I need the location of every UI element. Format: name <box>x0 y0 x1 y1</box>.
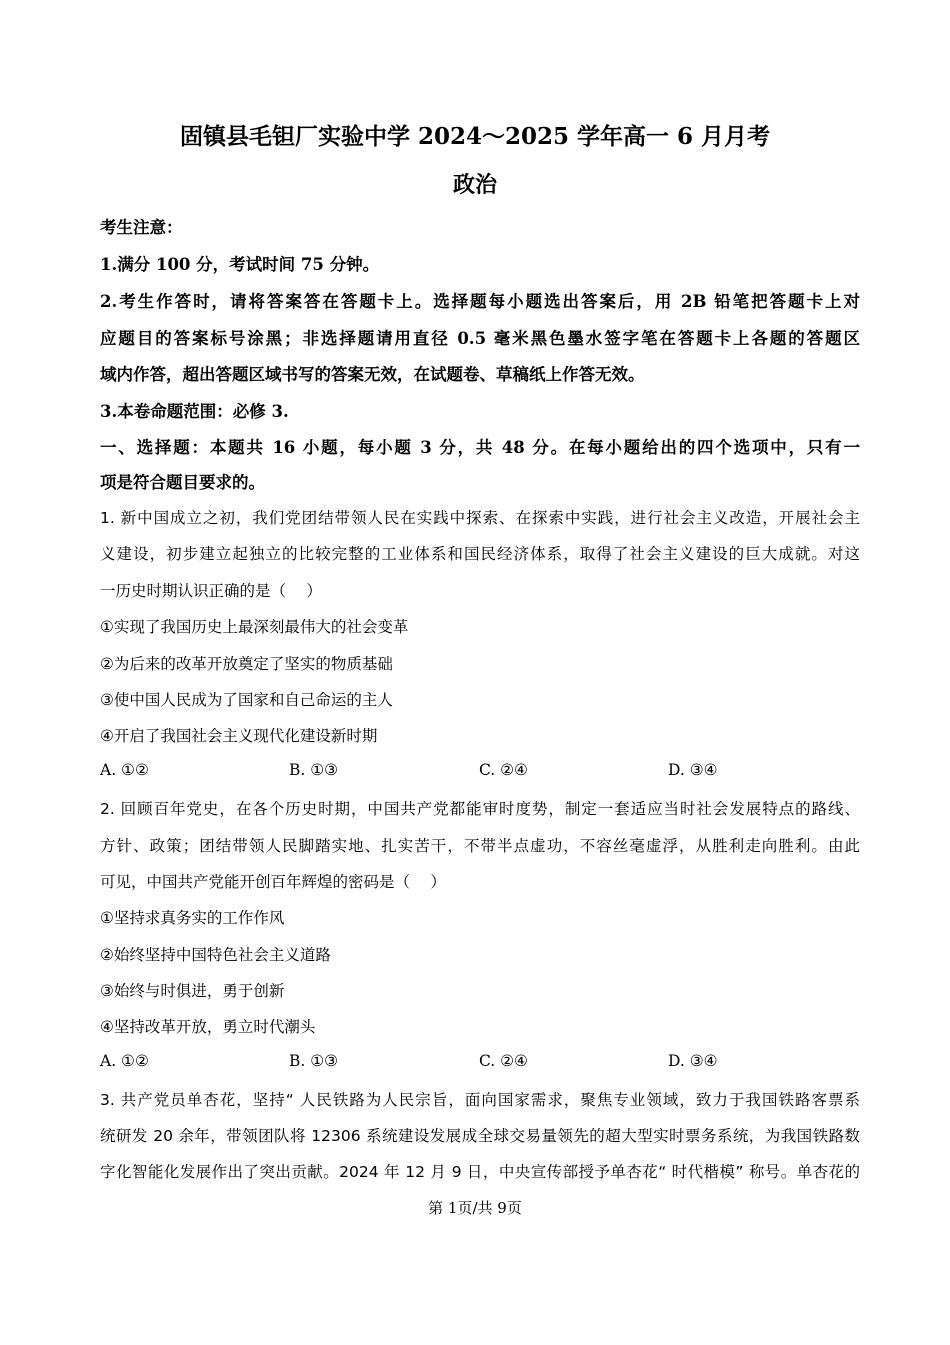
question-1-statement: ①实现了我国历史上最深刻最伟大的社会变革 <box>100 618 409 636</box>
question-3-stem: 字化智能化发展作出了突出贡献。2024 年 12 月 9 日，中央宣传部授予单杏花“ 时代楷模” 称号。单杏花的 <box>100 1163 860 1181</box>
question-1-option-c: C. ②④ <box>479 761 528 779</box>
section-heading: 一、选择题：本题共 16 小题，每小题 3 分，共 48 分。在每小题给出的四个选项中，只有一 <box>100 438 860 457</box>
question-3-stem: 3. 共产党员单杏花，坚持“ 人民铁路为人民宗旨，面向国家需求，聚焦专业领域，致力于我国铁路客票系 <box>100 1091 860 1109</box>
question-1-option-a: A. ①② <box>100 761 149 779</box>
notice-item-2-cont: 应题目的答案标号涂黑；非选择题请用直径 0.5 毫米黑色墨水签字笔在答题卡上各题的答题区 <box>100 329 860 348</box>
question-1-stem: 一历史时期认识正确的是（ ） <box>100 582 322 600</box>
question-2-stem: 方针、政策；团结带领人民脚踏实地、扎实苦干，不带半点虚功，不容丝毫虚浮，从胜利走向胜利。由此 <box>100 837 860 855</box>
question-1-statement: ④开启了我国社会主义现代化建设新时期 <box>100 727 378 745</box>
notice-item-2: 2.考生作答时，请将答案答在答题卡上。选择题每小题选出答案后，用 2B 铅笔把答题卡上对 <box>100 292 860 311</box>
question-1-stem: 1. 新中国成立之初，我们党团结带领人民在实践中探索、在探索中实践，进行社会主义改造，开展社会主 <box>100 509 860 527</box>
question-2-stem: 可见，中国共产党能开创百年辉煌的密码是（ ） <box>100 873 446 891</box>
subject-title: 政治 <box>452 172 497 198</box>
page-number: 第 1页/共 9页 <box>428 1199 522 1217</box>
question-2-statement: ①坚持求真务实的工作作风 <box>100 909 285 927</box>
question-1-stem: 义建设，初步建立起独立的比较完整的工业体系和国民经济体系，取得了社会主义建设的巨大成就。对这 <box>100 545 860 563</box>
question-1-option-b: B. ①③ <box>289 761 339 779</box>
question-2-option-a: A. ①② <box>100 1052 149 1070</box>
question-1-option-d: D. ③④ <box>668 761 718 779</box>
question-1-statement: ③使中国人民成为了国家和自己命运的主人 <box>100 691 393 709</box>
question-2-option-d: D. ③④ <box>668 1052 718 1070</box>
notice-item-3: 3.本卷命题范围：必修 3. <box>100 402 289 421</box>
question-2-statement: ③始终与时俱进，勇于创新 <box>100 982 285 1000</box>
section-heading-cont: 项是符合题目要求的。 <box>100 473 265 492</box>
notice-item-2-end: 域内作答，超出答题区域书写的答案无效，在试题卷、草稿纸上作答无效。 <box>100 365 645 384</box>
question-3-stem: 统研发 20 余年，带领团队将 12306 系统建设发展成全球交易量领先的超大型实时票务系统，为我国铁路数 <box>100 1127 860 1145</box>
question-2-statement: ②始终坚持中国特色社会主义道路 <box>100 946 331 964</box>
notice-heading: 考生注意： <box>100 218 183 237</box>
question-2-stem: 2. 回顾百年党史，在各个历史时期，中国共产党都能审时度势，制定一套适应当时社会发展特点的路线、 <box>100 800 860 818</box>
notice-item-1: 1.满分 100 分，考试时间 75 分钟。 <box>100 255 380 274</box>
question-2-option-c: C. ②④ <box>479 1052 528 1070</box>
exam-title: 固镇县毛钽厂实验中学 2024～2025 学年高一 6 月月考 <box>179 123 771 150</box>
question-1-statement: ②为后来的改革开放奠定了坚实的物质基础 <box>100 655 393 673</box>
question-2-option-b: B. ①③ <box>289 1052 339 1070</box>
question-2-statement: ④坚持改革开放，勇立时代潮头 <box>100 1018 316 1036</box>
